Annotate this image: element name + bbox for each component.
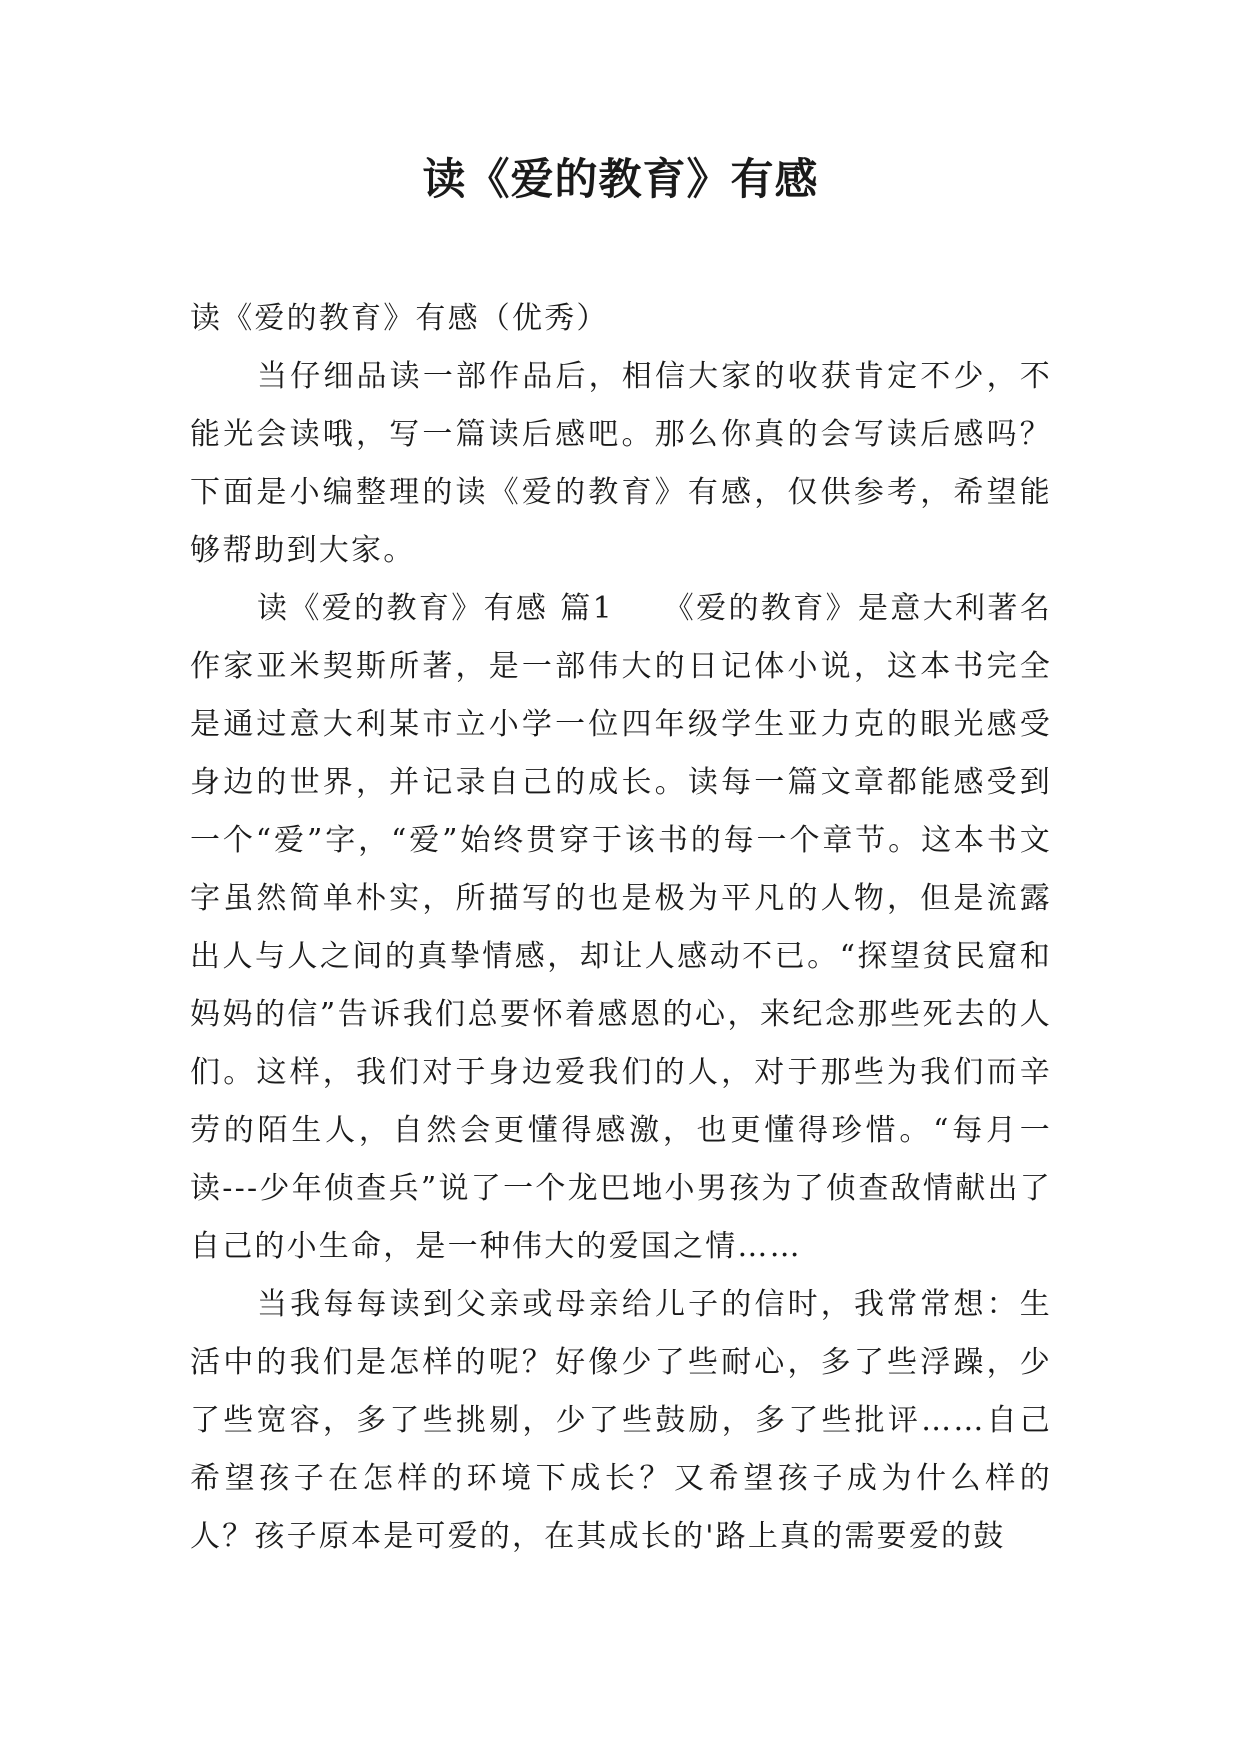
subtitle-paragraph: 读《爱的教育》有感（优秀） [190,301,609,336]
reflection-paragraph: 当我每每读到父亲或母亲给儿子的信时，我常常想：生活中的我们是怎样的呢？好像少了些耐心，多了些浮躁，少了些宽容，多了些挑剔，少了些鼓励，多了些批评……自己希望孩子在怎样的环境下成长？又希望孩子成为什么样的人？孩子原本是可爱的，在其成长的'路上真的需要爱的鼓 [190,1287,1052,1554]
document-title: 读《爱的教育》有感 [422,155,819,205]
chapter-1-paragraph: 读《爱的教育》有感 篇1 《爱的教育》是意大利著名作家亚米契斯所著，是一部伟大的日记体小说，这本书完全是通过意大利某市立小学一位四年级学生亚力克的眼光感受身边的世界，并记录自己的成长。读每一篇文章都能感受到一个“爱”字，“爱”始终贯穿于该书的每一个章节。这本书文字虽然简单朴实，所描写的也是极为平凡的人物，但是流露出人与人之间的真挚情感，却让人感动不已。“探望贫民窟和妈妈的信”告诉我们总要怀着感恩的心，来纪念那些死去的人们。这样，我们对于身边爱我们的人，对于那些为我们而辛劳的陌生人，自然会更懂得感激，也更懂得珍惜。“每月一读---少年侦查兵”说了一个龙巴地小男孩为了侦查敌情献出了自己的小生命，是一种伟大的爱国之情…… [190,591,1052,1264]
intro-paragraph: 当仔细品读一部作品后，相信大家的收获肯定不少，不能光会读哦，写一篇读后感吧。那么你真的会写读后感吗？下面是小编整理的读《爱的教育》有感，仅供参考，希望能够帮助到大家。 [190,359,1052,568]
document-body [190,290,1052,1566]
